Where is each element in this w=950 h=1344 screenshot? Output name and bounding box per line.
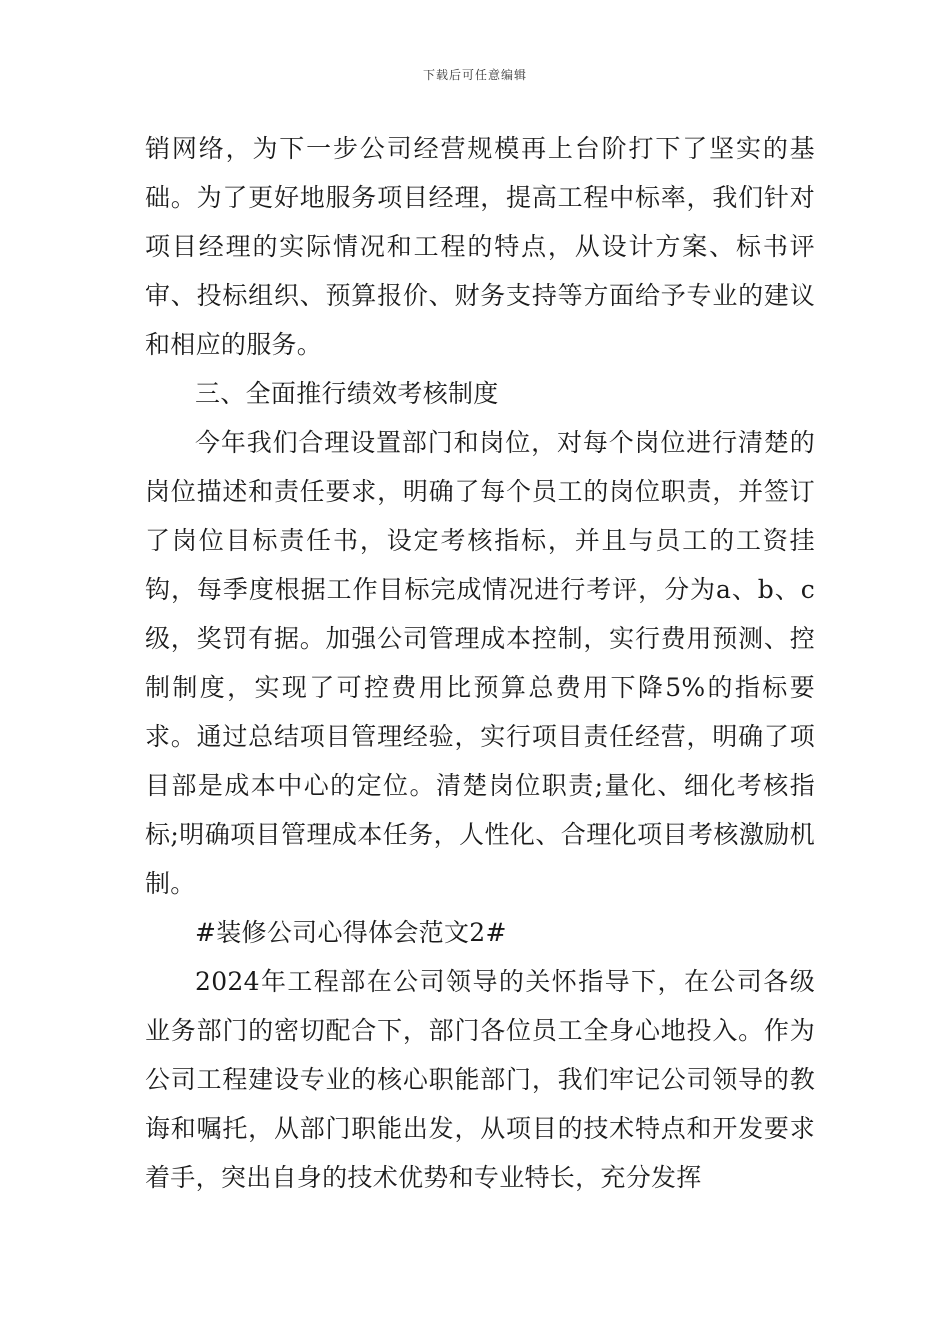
document-body (145, 124, 815, 1202)
paragraph-performance: 今年我们合理设置部门和岗位，对每个岗位进行清楚的岗位描述和责任要求，明确了每个员工的岗位职责，并签订了岗位目标责任书，设定考核指标，并且与员工的工资挂钩，每季度根据工作目标完成情况进行考评，分为a、b、c级，奖罚有据。加强公司管理成本控制，实行费用预测、控制制度，实现了可控费用比预算总费用下降5%的指标要求。通过总结项目管理经验，实行项目责任经营，明确了项目部是成本中心的定位。清楚岗位职责;量化、细化考核指标;明确项目管理成本任务，人性化、合理化项目考核激励机制。 (145, 428, 815, 898)
section-heading: 三、全面推行绩效考核制度 (195, 379, 499, 408)
paragraph-engineering: 2024年工程部在公司领导的关怀指导下，在公司各级业务部门的密切配合下，部门各位员工全身心地投入。作为公司工程建设专业的核心职能部门，我们牢记公司领导的教诲和嘱托，从部门职能出发，从项目的技术特点和开发要求着手，突出自身的技术优势和专业特长，充分发挥 (145, 967, 815, 1192)
paragraph-continuation: 销网络，为下一步公司经营规模再上台阶打下了坚实的基础。为了更好地服务项目经理，提高工程中标率，我们针对项目经理的实际情况和工程的特点，从设计方案、标书评审、投标组织、预算报价、财务支持等方面给予专业的建议和相应的服务。 (145, 134, 815, 359)
page-header: 下载后可任意编辑 (422, 68, 527, 82)
article-title: #装修公司心得体会范文2# (195, 918, 507, 947)
